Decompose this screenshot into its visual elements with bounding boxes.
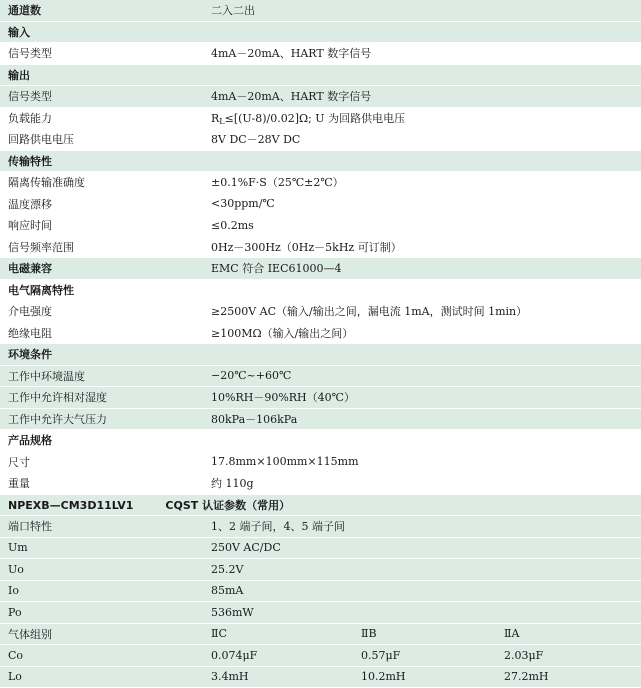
output-signal-label: 信号类型 <box>0 86 203 108</box>
load-value-rest: ≤[(U-8)/0.02]Ω; U 为回路供电电压 <box>224 111 406 125</box>
load-label: 负载能力 <box>0 107 203 129</box>
uo-label: Uo <box>0 559 203 581</box>
insulation-label: 绝缘电阻 <box>0 322 203 344</box>
row-weight <box>0 473 641 495</box>
output-heading: 输出 <box>0 64 641 86</box>
gas-label: 气体组别 <box>0 623 203 645</box>
emc-label: 电磁兼容 <box>0 258 203 280</box>
cqst-model: NPEXB—CM3D11LV1 <box>8 498 134 512</box>
row-ports <box>0 516 641 538</box>
freq-range-value: 0Hz－300Hz（0Hz－5kHz 可订制） <box>203 236 641 258</box>
env-heading: 环境条件 <box>0 344 641 366</box>
cqst-heading <box>0 494 641 516</box>
row-emc <box>0 258 641 280</box>
channels-value: 二入二出 <box>203 0 641 21</box>
dielectric-label: 介电强度 <box>0 301 203 323</box>
lo-c1: 3.4mH <box>203 666 353 688</box>
ports-value: 1、2 端子间，4、5 端子间 <box>203 516 641 538</box>
io-value: 85mA <box>203 580 641 602</box>
co-c2: 0.57μF <box>353 645 496 667</box>
channels-label: 通道数 <box>0 0 203 21</box>
row-load <box>0 107 641 129</box>
input-signal-value: 4mA－20mA、HART 数字信号 <box>203 43 641 65</box>
lo-label: Lo <box>0 666 203 688</box>
humidity-label: 工作中允许相对湿度 <box>0 387 203 409</box>
gas-c2: ⅡB <box>353 623 496 645</box>
co-c3: 2.03μF <box>496 645 641 667</box>
row-gas-group <box>0 623 641 645</box>
pressure-value: 80kPa－106kPa <box>203 408 641 430</box>
row-insulation <box>0 322 641 344</box>
loop-voltage-value: 8V DC－28V DC <box>203 129 641 151</box>
row-io <box>0 580 641 602</box>
isolation-heading: 电气隔离特性 <box>0 279 641 301</box>
input-signal-label: 信号类型 <box>0 43 203 65</box>
response-value: ≤0.2ms <box>203 215 641 237</box>
row-size <box>0 451 641 473</box>
row-output-heading <box>0 64 641 86</box>
transfer-heading: 传输特性 <box>0 150 641 172</box>
row-uo <box>0 559 641 581</box>
weight-label: 重量 <box>0 473 203 495</box>
drift-label: 温度漂移 <box>0 193 203 215</box>
weight-value: 约 110g <box>203 473 641 495</box>
co-label: Co <box>0 645 203 667</box>
loop-voltage-label: 回路供电电压 <box>0 129 203 151</box>
row-product-heading <box>0 430 641 452</box>
drift-value: <30ppm/℃ <box>203 193 641 215</box>
accuracy-label: 隔离传输准确度 <box>0 172 203 194</box>
row-cqst-heading <box>0 494 641 516</box>
row-humidity <box>0 387 641 409</box>
row-freq-range <box>0 236 641 258</box>
row-channels <box>0 0 641 21</box>
row-drift <box>0 193 641 215</box>
lo-c2: 10.2mH <box>353 666 496 688</box>
output-signal-value: 4mA－20mA、HART 数字信号 <box>203 86 641 108</box>
row-loop-voltage <box>0 129 641 151</box>
row-po <box>0 602 641 624</box>
size-value: 17.8mm×100mm×115mm <box>203 451 641 473</box>
load-value-prefix: R <box>211 111 220 125</box>
row-response <box>0 215 641 237</box>
row-accuracy <box>0 172 641 194</box>
emc-value: EMC 符合 IEC61000—4 <box>203 258 641 280</box>
row-dielectric <box>0 301 641 323</box>
temp-label: 工作中环境温度 <box>0 365 203 387</box>
row-output-signal <box>0 86 641 108</box>
gas-c1: ⅡC <box>203 623 353 645</box>
accuracy-value: ±0.1%F·S（25℃±2℃） <box>203 172 641 194</box>
freq-range-label: 信号频率范围 <box>0 236 203 258</box>
cqst-title: CQST 认证参数（常用） <box>165 498 291 512</box>
humidity-value: 10%RH－90%RH（40℃） <box>203 387 641 409</box>
insulation-value: ≥100MΩ（输入/输出之间） <box>203 322 641 344</box>
io-label: Io <box>0 580 203 602</box>
um-label: Um <box>0 537 203 559</box>
row-lo <box>0 666 641 688</box>
temp-value: −20℃~+60℃ <box>203 365 641 387</box>
row-um <box>0 537 641 559</box>
po-value: 536mW <box>203 602 641 624</box>
ports-label: 端口特性 <box>0 516 203 538</box>
row-temp <box>0 365 641 387</box>
row-transfer-heading <box>0 150 641 172</box>
row-env-heading <box>0 344 641 366</box>
load-value-sub: L <box>219 116 225 126</box>
um-value: 250V AC/DC <box>203 537 641 559</box>
size-label: 尺寸 <box>0 451 203 473</box>
dielectric-value: ≥2500V AC（输入/输出之间，漏电流 1mA，测试时间 1min） <box>203 301 641 323</box>
gas-c3: ⅡA <box>496 623 641 645</box>
row-pressure <box>0 408 641 430</box>
row-isolation-heading <box>0 279 641 301</box>
pressure-label: 工作中允许大气压力 <box>0 408 203 430</box>
po-label: Po <box>0 602 203 624</box>
row-input-signal <box>0 43 641 65</box>
load-value <box>203 107 641 129</box>
co-c1: 0.074μF <box>203 645 353 667</box>
row-co <box>0 645 641 667</box>
response-label: 响应时间 <box>0 215 203 237</box>
product-heading: 产品规格 <box>0 430 641 452</box>
row-input-heading <box>0 21 641 43</box>
input-heading: 输入 <box>0 21 641 43</box>
uo-value: 25.2V <box>203 559 641 581</box>
lo-c3: 27.2mH <box>496 666 641 688</box>
